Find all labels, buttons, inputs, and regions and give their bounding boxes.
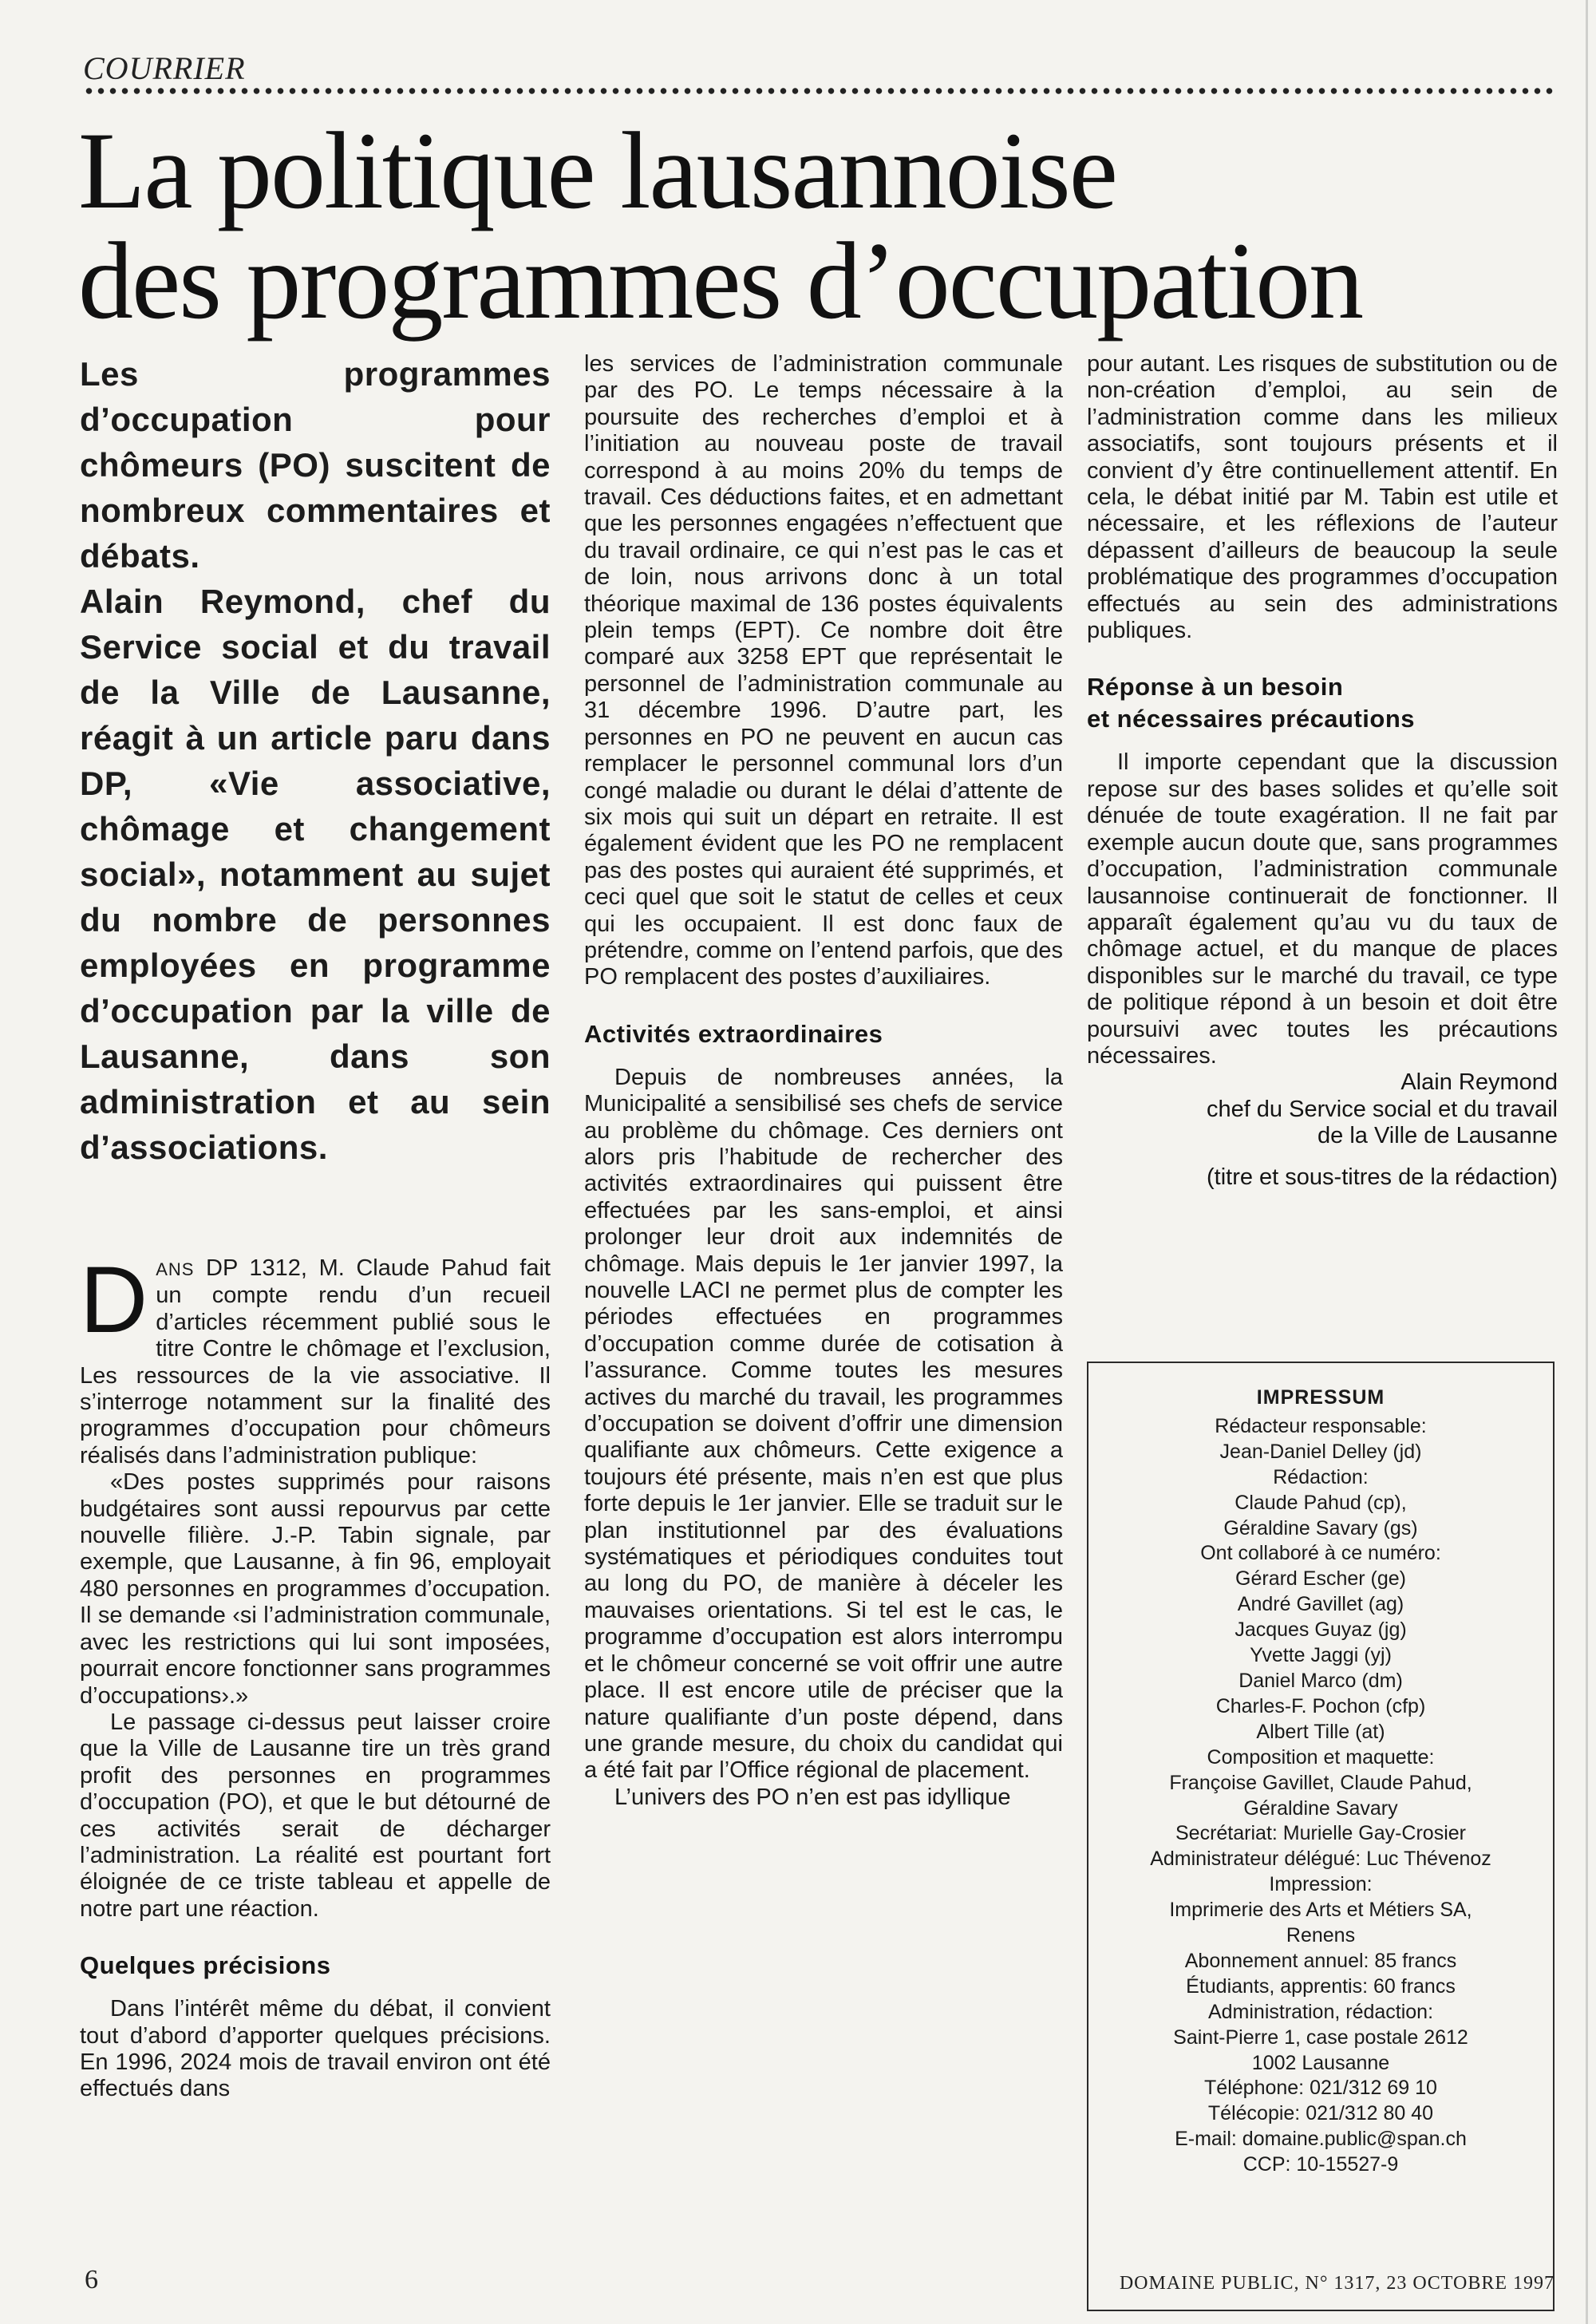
impressum-heading: IMPRESSUM bbox=[1256, 1386, 1385, 1409]
body-paragraph: Dans l’intérêt même du débat, il convient tout d’abord d’apporter quelques précisions. En 1996, 2024 mois de travail environ ont été effectués dans bbox=[80, 1996, 551, 2102]
body-paragraph: pour autant. Les risques de substitution ou de non-création d’emploi, au sein de l’administration comme dans les milieux associatifs, sont toujours présents et il convient d’y être continuellement attentif. En cela, le débat initié par M. Tabin est utile et nécessaire, et les réflexions de l’auteur dépassent d’ailleurs de beaucoup la seule problématique des programmes d’occupation effectués au sein des administrations publiques. bbox=[1087, 351, 1558, 644]
impressum-line: CCP: 10-15527-9 bbox=[1242, 2153, 1399, 2176]
impressum-line: Daniel Marco (dm) bbox=[1238, 1669, 1403, 1692]
impressum-line: Claude Pahud (cp), bbox=[1235, 1491, 1407, 1514]
body-paragraph: Depuis de nombreuses années, la Municipalité a sensibilisé ses chefs de service au problème du chômage. Ces derniers ont alors pris l’habitude de rechercher des activités extraordinaires qui puissent être effectuées par les sans-emploi, et ainsi prolonger leur droit aux indemnités de chômage. Mais depuis le 1er janvier 1997, la nouvelle LACI ne permet plus de compter les périodes effectuées en programmes d’occupation comme durée de cotisation à l’assurance. Comme toutes les mesures actives du marché du travail, les programmes d’occupation se doivent d’offrir une dimension qualifiante aux chômeurs. Cette exigence a toujours été présente, mais n’en est que plus forte depuis le 1er janvier. Elle se traduit sur le plan institutionnel par des évaluations systématiques et périodiques conduites tout au long du PO, de manière à déceler les mauvaises orientations. Si tel est le cas, le programme d’occupation est alors interrompu et le chômeur concerné se voit offrir une autre place. Il est encore utile de préciser que la nature qualifiante d’un poste dépend, dans une grande mesure, du choix du candidat qui a été fait par l’Office régional de placement. bbox=[584, 1064, 1063, 1784]
impressum-line: Administration, rédaction: bbox=[1207, 2000, 1434, 2023]
impressum-line: Imprimerie des Arts et Métiers SA, bbox=[1169, 1899, 1472, 1922]
impressum-line: 1002 Lausanne bbox=[1251, 2051, 1390, 2074]
impressum-box bbox=[1087, 1362, 1555, 2311]
impressum-line: Gérard Escher (ge) bbox=[1235, 1567, 1406, 1591]
impressum-line: Renens bbox=[1286, 1924, 1356, 1947]
drop-cap: D bbox=[80, 1247, 148, 1353]
impressum-line: Abonnement annuel: 85 francs bbox=[1184, 1949, 1457, 1972]
impressum-line: Albert Tille (at) bbox=[1256, 1720, 1385, 1743]
impressum-line: Administrateur délégué: Luc Thévenoz bbox=[1150, 1848, 1491, 1871]
impressum-line: Géraldine Savary (gs) bbox=[1223, 1516, 1418, 1539]
impressum-line: Charles-F. Pochon (cfp) bbox=[1215, 1694, 1426, 1717]
column-2-body bbox=[584, 351, 1063, 1811]
lead-paragraph bbox=[80, 351, 551, 1170]
impressum-line: Ont collaboré à ce numéro: bbox=[1200, 1542, 1441, 1565]
impressum-line: Rédaction: bbox=[1273, 1465, 1369, 1488]
signature-org: de la Ville de Lausanne bbox=[1317, 1123, 1558, 1149]
impressum-line: Françoise Gavillet, Claude Pahud, bbox=[1169, 1771, 1472, 1794]
article-title bbox=[78, 109, 1363, 342]
quote-paragraph: «Des postes supprimés pour raisons budgétaires sont aussi repourvus par cette nouvelle filière. J.-P. Tabin signale, par exemple, que Lausanne, à fin 96, employait 480 personnes en programmes d’occupation. Il se demande ‹si l’administration communale, avec les restrictions qui lui sont imposées, pourrait encore fonctionner sans programmes d’occupations›.» bbox=[80, 1469, 551, 1709]
section-heading-activites: Activités extraordinaires bbox=[584, 1019, 883, 1048]
column-3 bbox=[1087, 351, 1558, 1191]
impressum-line: Jean-Daniel Delley (jd) bbox=[1219, 1440, 1422, 1463]
column-1-body bbox=[80, 1247, 551, 2103]
intro-text: DP 1312, M. Claude Pahud fait un compte rendu d’un recueil d’articles récemment publié sous le titre Contre le chômage et l’exclusion, Les ressources de la vie associative. Il s’interroge notamment sur la finalité des programmes d’occupation pour chômeurs réalisés dans l’administration publique: bbox=[80, 1255, 551, 1468]
body-paragraph: L’univers des PO n’en est pas idyllique bbox=[614, 1784, 1011, 1810]
dotted-rule bbox=[83, 86, 1556, 96]
intro-smallcaps: ANS bbox=[156, 1259, 195, 1279]
section-heading-precisions: Quelques précisions bbox=[80, 1951, 331, 1980]
impressum-line: Télécopie: 021/312 80 40 bbox=[1207, 2102, 1434, 2125]
impressum-line: Saint-Pierre 1, case postale 2612 bbox=[1173, 2026, 1468, 2049]
title-line-2: des programmes d’occupation bbox=[78, 219, 1363, 342]
heading-line-1: Réponse à un besoin bbox=[1087, 673, 1344, 702]
impressum-line: Jacques Guyaz (jg) bbox=[1235, 1618, 1407, 1642]
impressum-line: Composition et maquette: bbox=[1207, 1745, 1435, 1769]
rubric-label: COURRIER bbox=[83, 50, 246, 86]
impressum-line: Étudiants, apprentis: 60 francs bbox=[1186, 1974, 1456, 1998]
body-paragraph: Le passage ci-dessus peut laisser croire que la Ville de Lausanne tire un très grand profit des personnes en programmes d’occupation (PO), et que le but détourné de ces activités serait de décharger l’administration. La réalité est pourtant fort éloignée de ce triste tableau et appelle de notre part une réaction. bbox=[80, 1709, 551, 1922]
heading-line-2: et nécessaires précautions bbox=[1087, 705, 1416, 733]
impressum-line: André Gavillet (ag) bbox=[1237, 1593, 1404, 1616]
body-paragraph: Il importe cependant que la discussion repose sur des bases solides et qu’elle soit dénuée de toute exagération. Il ne fait par exemple aucun doute que, sans programmes d’occupation, l’administration communale lausannoise continuerait de fonctionner. Il apparaît également qu’au vu du taux de chômage actuel, et du manque de places disponibles sur le marché du travail, ce type de politique répond à un besoin et doit être poursuivi avec toutes les précautions nécessaires. bbox=[1087, 749, 1558, 1069]
lead-line-1: Les programmes d’occupation pour chômeurs (PO) suscitent de nombreux commentaires et débats. bbox=[80, 355, 551, 575]
section-heading-reponse bbox=[1087, 671, 1558, 735]
column-3-body bbox=[1087, 351, 1558, 1069]
impressum-line: Secrétariat: Murielle Gay-Crosier bbox=[1175, 1822, 1466, 1845]
body-paragraph: les services de l’administration communale par des PO. Le temps nécessaire à la poursuite des recherches d’emploi et à l’initiation au nouveau poste de travail correspond à au moins 20% du temps de travail. Ces déductions faites, et en admettant que les personnes engagées n’effectuent que du travail ordinaire, ce qui n’est pas le cas et de loin, nous arrivons donc à un total théorique maximal de 136 postes équivalents plein temps (EPT). Ce nombre doit être comparé aux 3258 EPT que représentait le personnel de l’administration communale au 31 décembre 1996. D’autre part, les personnes en PO ne peuvent en aucun cas remplacer le personnel communal lors d’un congé maladie ou durant le délai d’attente de six mois qui suit un départ en retraite. Il est également évident que les PO ne remplacent pas des postes qui auraient été supprimés, et ceci quel que soit le statut de celles et ceux qui les occupaient. Il est donc faux de prétendre, comme on l’entend parfois, que des PO remplacent des postes d’auxiliaires. bbox=[584, 351, 1063, 990]
impressum-line: Rédacteur responsable: bbox=[1215, 1414, 1427, 1437]
impressum-line: E-mail: domaine.public@span.ch bbox=[1175, 2128, 1467, 2151]
signature-block bbox=[1087, 1069, 1558, 1149]
editorial-note: (titre et sous-titres de la rédaction) bbox=[1206, 1164, 1558, 1190]
publication-footer: DOMAINE PUBLIC, N° 1317, 23 OCTOBRE 1997 bbox=[1119, 2273, 1555, 2294]
title-line-1: La politique lausannoise bbox=[78, 109, 1117, 231]
column-2 bbox=[584, 351, 1063, 1811]
page-edge-line bbox=[1586, 0, 1588, 2324]
intro-paragraph bbox=[80, 1247, 551, 1469]
impressum-line: Impression: bbox=[1269, 1873, 1373, 1896]
impressum-lines bbox=[1088, 1414, 1553, 2178]
signature-name: Alain Reymond bbox=[1400, 1069, 1558, 1096]
signature-role: chef du Service social et du travail bbox=[1206, 1096, 1558, 1122]
impressum-line: Géraldine Savary bbox=[1243, 1796, 1398, 1820]
lead-line-2: Alain Reymond, chef du Service social et du travail de la Ville de Lausanne, réagit à un article paru dans DP, «Vie associative, chômage et changement social», notamment au sujet du nombre de personnes employées en programme d’occupation par la ville de Lausanne, dans son administration et au sein d’associations. bbox=[80, 583, 551, 1166]
page-number: 6 bbox=[85, 2265, 98, 2294]
impressum-line: Yvette Jaggi (yj) bbox=[1250, 1644, 1392, 1667]
column-1 bbox=[80, 351, 551, 2103]
impressum-line: Téléphone: 021/312 69 10 bbox=[1204, 2077, 1437, 2100]
